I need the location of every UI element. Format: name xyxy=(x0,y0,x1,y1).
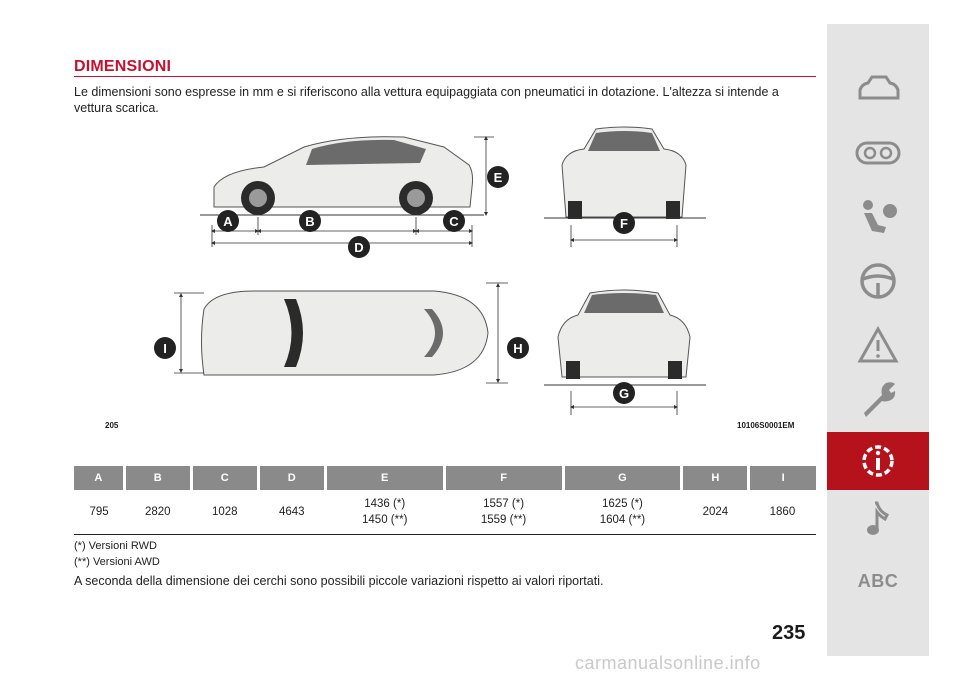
sidebar-item-index[interactable] xyxy=(827,552,929,610)
title-divider xyxy=(74,76,816,77)
intro-paragraph: Le dimensioni sono espresse in mm e si riferiscono alla vettura equipaggiata con pneumatici in dotazione. L'altezza si intende a vettura scarica. xyxy=(74,85,779,115)
table-cell: 795 xyxy=(89,506,109,518)
closing-note: A seconda della dimensione dei cerchi sono possibili piccole variazioni rispetto ai valori riportati. xyxy=(74,574,604,588)
svg-text:C: C xyxy=(449,214,459,229)
svg-text:G: G xyxy=(618,386,630,401)
sidebar-item-multimedia[interactable] xyxy=(827,490,929,548)
sidebar-item-emergency[interactable] xyxy=(827,316,929,374)
table-cell: 1557 (*) 1559 (**) xyxy=(480,498,527,526)
dimension-label-a xyxy=(217,210,239,232)
page-number: 235 xyxy=(772,622,806,644)
dimension-label-e xyxy=(487,166,509,188)
svg-text:E: E xyxy=(493,170,503,185)
dimension-label-b xyxy=(299,210,321,232)
front-view-car xyxy=(562,127,686,219)
table-cell: 1860 xyxy=(769,506,796,518)
dimension-label-h xyxy=(507,337,529,359)
figure-code: 10106S0001EM xyxy=(737,421,795,430)
footnote-rwd: (*) Versioni RWD xyxy=(74,540,157,552)
dimension-label-d xyxy=(348,236,370,258)
dimension-label-g xyxy=(613,382,635,404)
sidebar-item-driving[interactable] xyxy=(827,252,929,310)
footnote-awd: (**) Versioni AWD xyxy=(74,556,160,568)
column-header: C xyxy=(191,466,258,490)
table-bottom-rule xyxy=(74,534,816,535)
column-header: B xyxy=(124,466,191,490)
svg-text:D: D xyxy=(354,240,364,255)
column-header: G xyxy=(563,466,682,490)
sidebar-item-technical-data[interactable] xyxy=(827,432,929,490)
index-icon: ABC xyxy=(857,570,899,591)
chapter-sidebar xyxy=(827,24,929,656)
figure-number: 205 xyxy=(105,421,119,430)
warning-triangle-icon xyxy=(857,326,899,364)
page-title: DIMENSIONI xyxy=(74,58,172,75)
top-view-car xyxy=(202,291,489,375)
column-header: E xyxy=(325,466,444,490)
dimensions-table xyxy=(74,466,816,538)
car-icon xyxy=(854,74,902,104)
dimension-label-c xyxy=(443,210,465,232)
table-row xyxy=(74,490,816,538)
rear-view-car xyxy=(558,290,690,379)
dimension-label-f xyxy=(613,212,635,234)
svg-text:I: I xyxy=(163,341,167,356)
svg-text:A: A xyxy=(223,214,233,229)
sidebar-item-dashboard[interactable] xyxy=(827,124,929,182)
dashboard-icon xyxy=(854,139,902,167)
column-header: D xyxy=(258,466,325,490)
sidebar-item-safety[interactable] xyxy=(827,188,929,246)
table-cell: 1028 xyxy=(211,506,238,518)
wrench-icon xyxy=(858,379,898,419)
column-header: A xyxy=(74,466,124,490)
table-cell: 1436 (*) 1450 (**) xyxy=(362,498,408,526)
column-header: H xyxy=(682,466,749,490)
table-header-row xyxy=(74,466,816,490)
dimension-label-i xyxy=(154,337,176,359)
table-cell: 4643 xyxy=(278,506,305,518)
sidebar-item-car[interactable] xyxy=(827,60,929,118)
table-cell: 2820 xyxy=(144,506,171,518)
side-view-car xyxy=(214,137,473,215)
music-note-icon xyxy=(863,499,893,539)
steering-wheel-icon xyxy=(858,261,898,301)
vehicle-dimensions-diagram xyxy=(74,125,816,435)
sidebar-item-maintenance[interactable] xyxy=(827,370,929,428)
column-header: F xyxy=(444,466,563,490)
table-cell: 1625 (*) 1604 (**) xyxy=(599,498,646,526)
svg-text:B: B xyxy=(305,214,315,229)
watermark: carmanualsonline.info xyxy=(575,653,761,673)
svg-text:F: F xyxy=(620,216,628,231)
technical-data-icon xyxy=(857,440,899,482)
table-cell: 2024 xyxy=(702,506,729,518)
svg-text:H: H xyxy=(513,341,523,356)
column-header: I xyxy=(749,466,816,490)
airbag-icon xyxy=(856,197,900,237)
